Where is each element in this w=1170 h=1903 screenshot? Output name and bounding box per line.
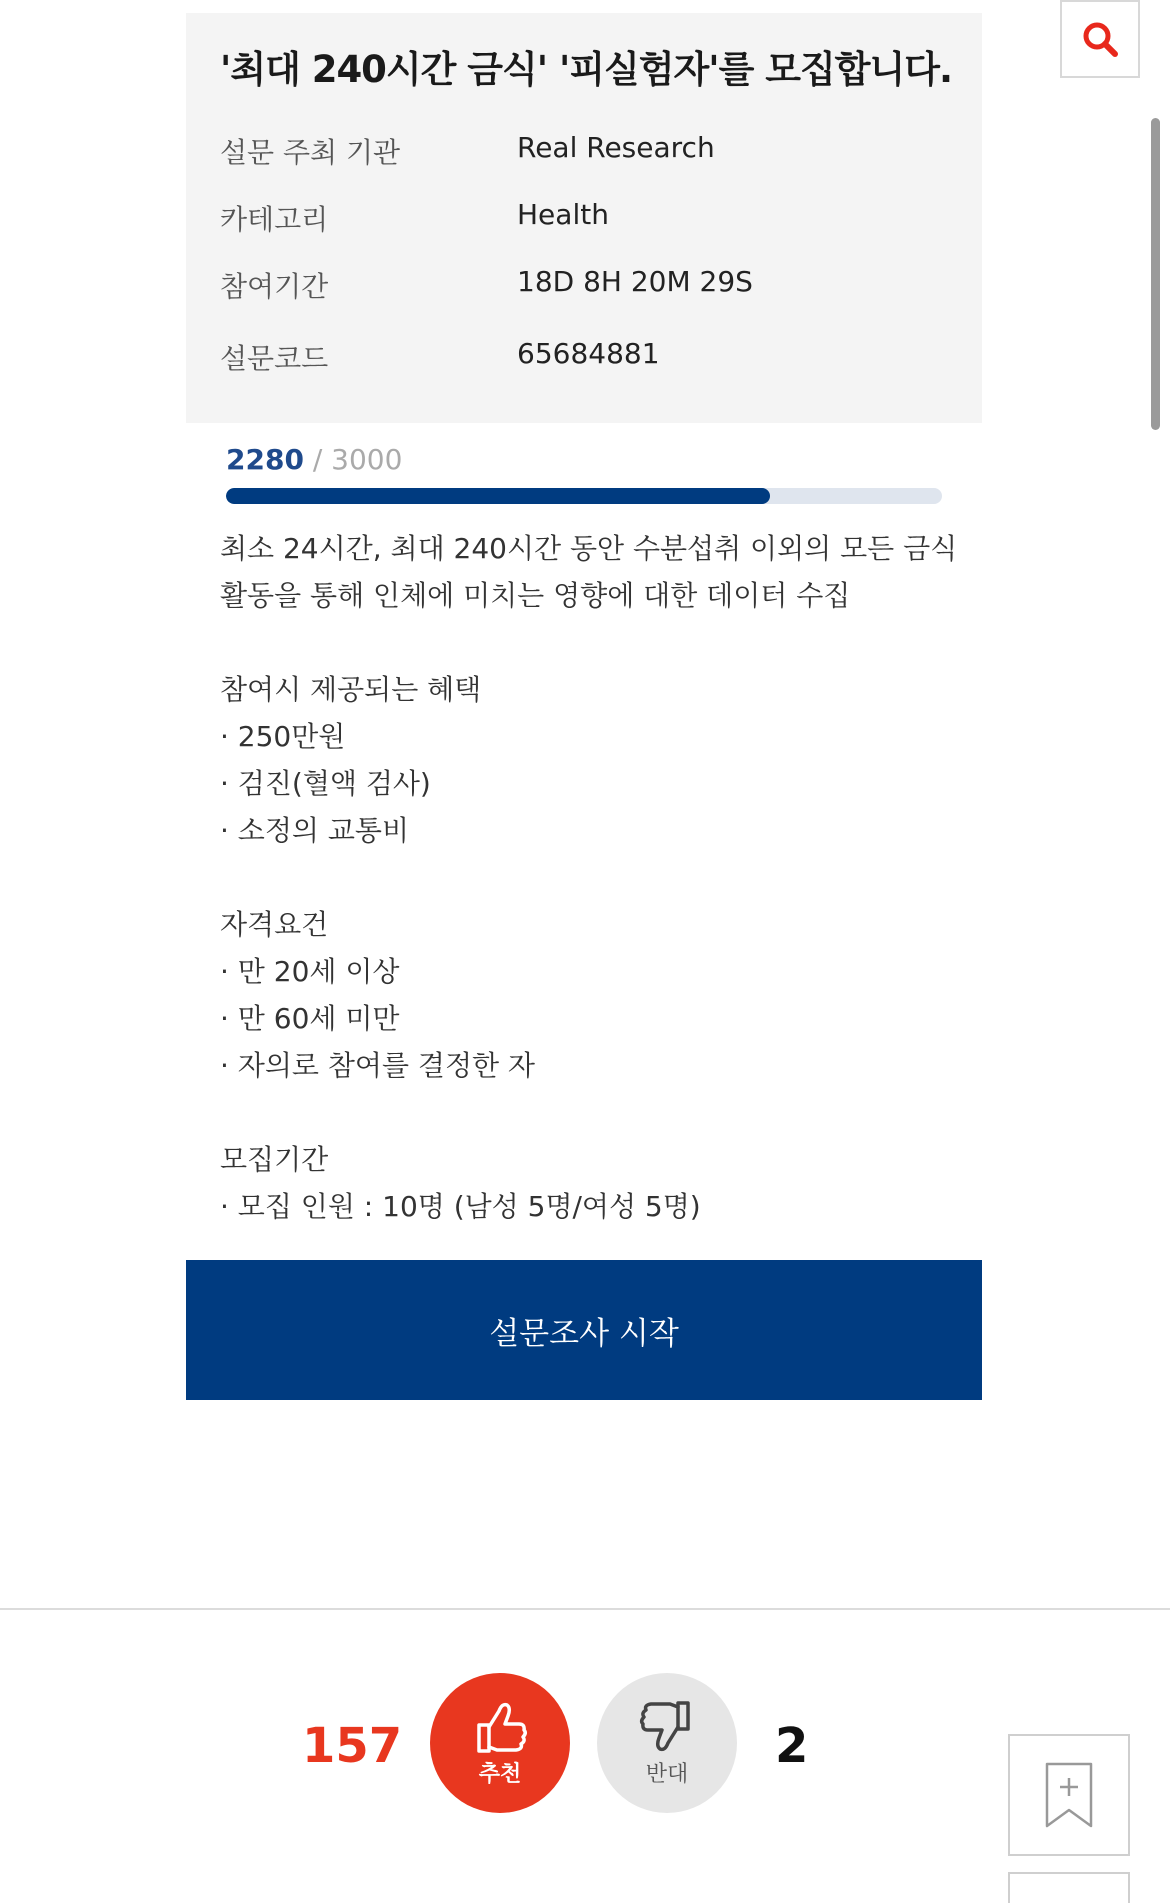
- info-label: 설문코드: [220, 342, 329, 375]
- info-value: Health: [517, 198, 609, 231]
- bookmark-add-icon: [1043, 1760, 1095, 1830]
- survey-title: '최대 240시간 금식' '피실험자'를 모집합니다.: [220, 48, 952, 91]
- recruitment-item: · 모집 인원 : 10명 (남성 5명/여성 5명): [220, 1190, 701, 1223]
- description-line: [220, 1089, 980, 1136]
- downvote-button[interactable]: [597, 1673, 737, 1813]
- survey-card: [186, 13, 982, 423]
- requirements-heading: 자격요건: [220, 908, 329, 941]
- benefit-item: · 검진(혈액 검사): [220, 767, 431, 800]
- info-label: 참여기간: [220, 270, 329, 303]
- upvote-count: 157: [302, 1718, 403, 1774]
- search-icon: [1080, 19, 1120, 59]
- description-line: 최소 24시간, 최대 240시간 동안 수분섭취 이외의 모든 금식: [220, 532, 958, 565]
- participant-separator: /: [303, 443, 332, 476]
- page-scrollbar[interactable]: [1151, 118, 1160, 430]
- info-value: Real Research: [517, 131, 715, 164]
- requirement-item: · 만 20세 이상: [220, 955, 400, 988]
- participant-total: 3000: [331, 443, 403, 476]
- benefit-item: · 250만원: [220, 720, 346, 753]
- info-label: 설문 주최 기관: [220, 136, 401, 169]
- thumbs-up-icon: [471, 1699, 529, 1755]
- survey-description: [220, 525, 980, 1230]
- upvote-label: 추천: [478, 1761, 522, 1787]
- search-button[interactable]: [1060, 0, 1140, 78]
- description-line: [220, 854, 980, 901]
- requirement-item: · 만 60세 미만: [220, 1002, 400, 1035]
- participant-progress-bar: [226, 488, 942, 504]
- info-label: 카테고리: [220, 203, 329, 236]
- participant-count: [226, 443, 402, 476]
- downvote-label: 반대: [645, 1761, 689, 1787]
- requirement-item: · 자의로 참여를 결정한 자: [220, 1049, 535, 1082]
- description-line: 활동을 통해 인체에 미치는 영향에 대한 데이터 수집: [220, 579, 851, 612]
- info-value: 18D 8H 20M 29S: [517, 265, 753, 298]
- benefits-heading: 참여시 제공되는 혜택: [220, 673, 482, 706]
- info-value: 65684881: [517, 337, 660, 370]
- benefit-item: · 소정의 교통비: [220, 814, 409, 847]
- recruitment-heading: 모집기간: [220, 1143, 329, 1176]
- downvote-count: 2: [775, 1718, 809, 1774]
- participant-current: 2280: [226, 443, 304, 476]
- start-survey-button[interactable]: 설문조사 시작: [186, 1260, 982, 1400]
- thumbs-down-icon: [638, 1699, 696, 1755]
- description-line: [220, 619, 980, 666]
- section-divider: [0, 1608, 1170, 1610]
- participant-progress-fill: [226, 488, 770, 504]
- bookmark-button[interactable]: [1008, 1734, 1130, 1856]
- secondary-side-button[interactable]: [1008, 1872, 1130, 1903]
- upvote-button[interactable]: [430, 1673, 570, 1813]
